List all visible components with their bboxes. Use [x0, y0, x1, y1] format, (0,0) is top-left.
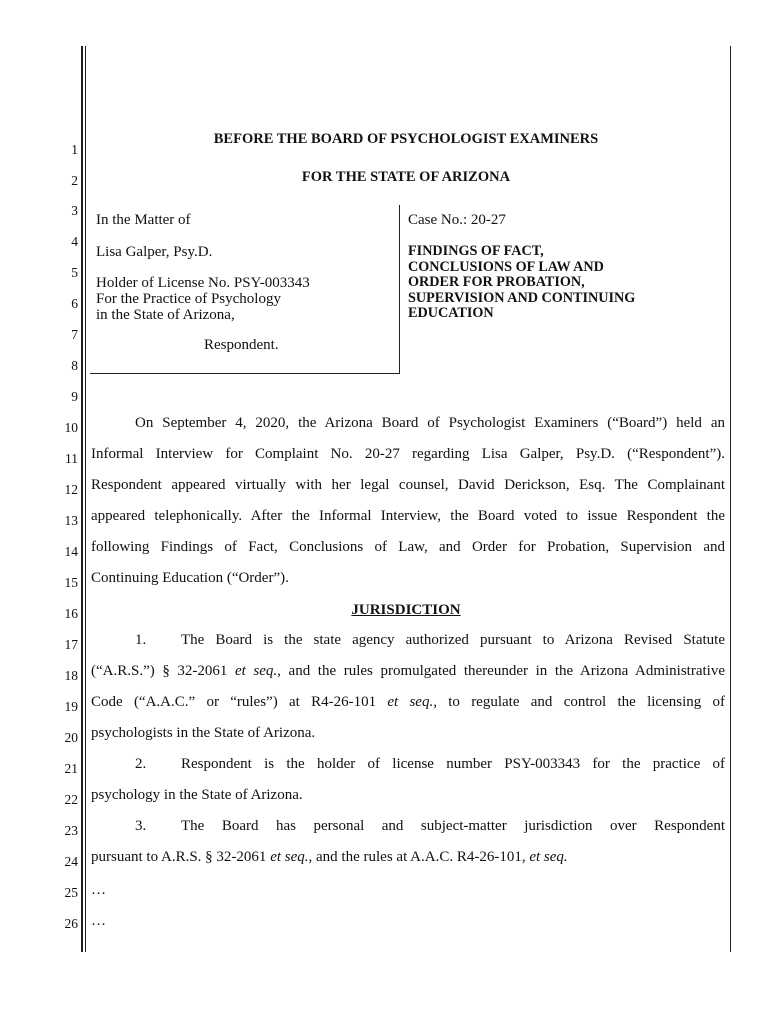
paragraph-text: pursuant to A.R.S. § 32-2061	[91, 849, 271, 865]
line-number: 17	[64, 637, 78, 652]
line-number: 24	[64, 854, 78, 869]
paragraph-citation: et seq.	[529, 849, 568, 865]
line-number: 15	[64, 575, 78, 590]
paragraph-citation: et seq.,	[387, 694, 437, 710]
paragraph-line	[91, 842, 725, 873]
line-number: 16	[64, 606, 78, 621]
line-number: 19	[64, 699, 78, 714]
paragraph-number: 2.	[135, 756, 147, 772]
paragraph-number: 1.	[135, 632, 147, 648]
paragraph-line: psychologists in the State of Arizona.	[91, 725, 316, 741]
line-number: 20	[64, 730, 78, 745]
paragraph-line	[91, 811, 725, 842]
line-number: 14	[64, 544, 78, 559]
caption-divider-horizontal	[90, 373, 400, 374]
line-number: 11	[65, 451, 78, 466]
line-number: 2	[71, 173, 78, 188]
intro-line: appeared telephonically. After the Informal Interview, the Board voted to issue Respondent the	[91, 508, 725, 524]
paragraph-text: The Board has personal and subject-matter jurisdiction over Respondent	[181, 818, 725, 834]
jurisdiction-paragraph-2	[91, 749, 725, 811]
continuation-ellipsis: …	[91, 913, 106, 929]
paragraph-text: to regulate and control the licensing of	[436, 694, 726, 710]
line-number: 3	[71, 203, 78, 218]
caption-state: in the State of Arizona,	[96, 307, 235, 323]
line-number: 9	[71, 389, 78, 404]
caption-license: Holder of License No. PSY-003343	[96, 275, 310, 291]
left-margin-rule-outer	[81, 46, 83, 952]
paragraph-citation: et seq.,	[235, 663, 281, 679]
caption-respondent-label: Respondent.	[204, 337, 279, 353]
jurisdiction-paragraph-3	[91, 811, 725, 873]
jurisdiction-heading: JURISDICTION	[351, 602, 461, 618]
paragraph-line: psychology in the State of Arizona.	[91, 787, 303, 803]
paragraph-line	[91, 625, 725, 656]
intro-line: following Findings of Fact, Conclusions of Law, and Order for Probation, Supervision and	[91, 539, 725, 555]
line-number: 22	[64, 792, 78, 807]
paragraph-text: The Board is the state agency authorized pursuant to Arizona Revised Statute	[181, 632, 725, 648]
document-title-line: SUPERVISION AND CONTINUING	[408, 289, 636, 306]
line-number: 8	[71, 358, 78, 373]
line-number: 1	[71, 142, 78, 157]
paragraph-line	[91, 687, 725, 718]
line-number: 21	[64, 761, 78, 776]
jurisdiction-paragraph-1	[91, 625, 725, 749]
paragraph-text: and the rules promulgated thereunder in the Arizona Administrative	[280, 663, 725, 679]
paragraph-text: Respondent is the holder of license number PSY-003343 for the practice of	[181, 756, 725, 772]
line-number: 12	[64, 482, 78, 497]
line-number: 6	[71, 296, 78, 311]
paragraph-line	[91, 749, 725, 780]
board-title: BEFORE THE BOARD OF PSYCHOLOGIST EXAMINERS	[213, 131, 599, 147]
document-title-line: ORDER FOR PROBATION,	[408, 274, 585, 290]
paragraph-text: (“A.R.S.”) § 32-2061	[91, 663, 236, 679]
intro-line: Informal Interview for Complaint No. 20-27 regarding Lisa Galper, Psy.D. (“Respondent”).	[91, 446, 725, 462]
line-number: 7	[71, 327, 78, 342]
paragraph-text: Code (“A.A.C.” or “rules”) at R4-26-101	[91, 694, 388, 710]
right-margin-rule	[730, 46, 731, 952]
state-title: FOR THE STATE OF ARIZONA	[301, 169, 511, 185]
intro-line: Respondent appeared virtually with her legal counsel, David Derickson, Esq. The Complainant	[91, 477, 725, 493]
paragraph-number: 3.	[135, 818, 147, 834]
line-number: 13	[64, 513, 78, 528]
line-number: 10	[64, 420, 78, 435]
intro-line: Continuing Education (“Order”).	[91, 570, 289, 586]
line-number: 26	[64, 916, 78, 931]
case-number: Case No.: 20-27	[408, 212, 506, 228]
caption-matter: In the Matter of	[96, 212, 191, 228]
line-number: 18	[64, 668, 78, 683]
intro-paragraph	[91, 408, 725, 594]
paragraph-line	[91, 656, 725, 687]
document-title-line: EDUCATION	[408, 305, 494, 321]
line-number: 23	[64, 823, 78, 838]
caption-respondent-name: Lisa Galper, Psy.D.	[96, 244, 213, 260]
intro-line: On September 4, 2020, the Arizona Board of Psychologist Examiners (“Board”) held an	[135, 415, 725, 431]
line-number: 4	[71, 234, 78, 249]
line-number: 5	[71, 265, 78, 280]
caption-practice: For the Practice of Psychology	[96, 291, 281, 307]
document-title-line: CONCLUSIONS OF LAW AND	[408, 258, 604, 275]
continuation-ellipsis: …	[91, 882, 106, 898]
paragraph-citation: et seq.,	[270, 849, 313, 865]
document-title-line: FINDINGS OF FACT,	[408, 243, 544, 259]
paragraph-text: and the rules at A.A.C. R4-26-101,	[312, 849, 530, 865]
line-number: 25	[64, 885, 78, 900]
caption-divider-vertical	[399, 205, 400, 373]
